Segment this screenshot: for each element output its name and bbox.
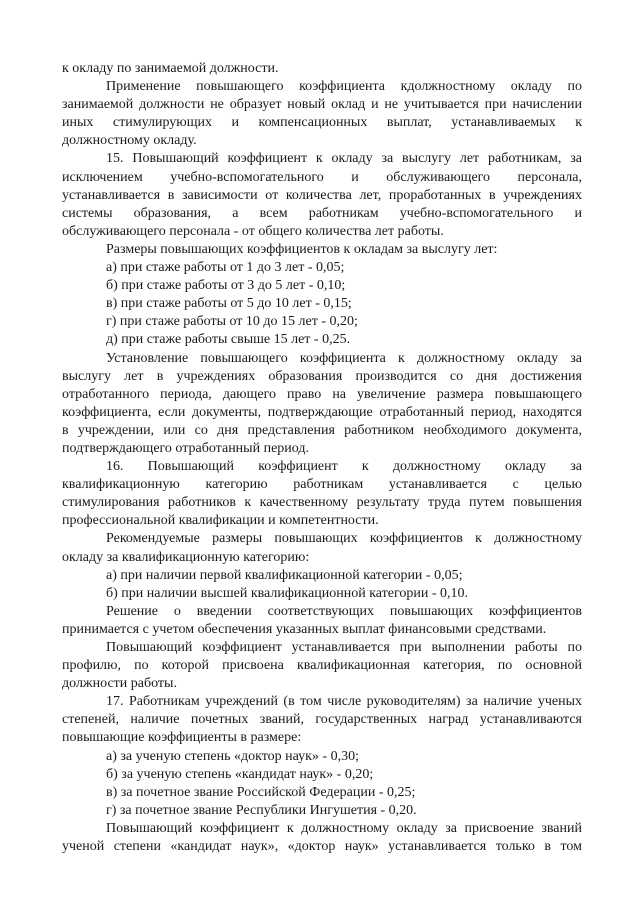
text-line: а) при наличии первой квалификационной категории - 0,05; bbox=[106, 567, 463, 583]
text-line: в) за почетное звание Российской Федерации - 0,25; bbox=[106, 784, 416, 800]
text-line: д) при стаже работы свыше 15 лет - 0,25. bbox=[106, 332, 351, 348]
text-line: б) за ученую степень «кандидат наук» - 0,20; bbox=[106, 766, 374, 782]
text-line: 15. Повышающий коэффициент к окладу за выслугу лет работникам, за bbox=[106, 151, 582, 167]
text-line: должностному окладу. bbox=[62, 133, 197, 149]
text-line: выслугу лет в учреждениях образования производится со дня достижения bbox=[62, 368, 582, 384]
text-line: ученой степени «кандидат наук», «доктор наук» устанавливается только в том bbox=[62, 839, 582, 855]
text-line: профилю, по которой присвоена квалификационная категория, по основной bbox=[62, 658, 582, 674]
text-line: принимается с учетом обеспечения указанных выплат финансовыми средствами. bbox=[62, 621, 547, 637]
text-line: Применение повышающего коэффициента кдолжностному окладу по bbox=[106, 79, 582, 95]
text-line: г) за почетное звание Республики Ингушетия - 0,20. bbox=[106, 802, 417, 818]
text-line: устанавливается в зависимости от количества лет, проработанных в учреждениях bbox=[62, 187, 582, 203]
text-line: иных стимулирующих и компенсационных выплат, устанавливаемых к bbox=[62, 115, 582, 131]
text-line: в учреждении, или со дня представления работником необходимого документа, bbox=[62, 422, 582, 438]
text-line: повышающие коэффициенты в размере: bbox=[62, 730, 302, 746]
text-line: Повышающий коэффициент к должностному окладу за присвоение званий bbox=[106, 820, 582, 836]
text-line: к окладу по занимаемой должности. bbox=[62, 61, 279, 76]
text-line: Установление повышающего коэффициента к должностному окладу за bbox=[106, 350, 582, 366]
text-line: стимулирования работников к качественному результату труда путем повышения bbox=[62, 495, 582, 511]
text-line: должности работы. bbox=[62, 676, 177, 692]
text-line: Решение о введении соответствующих повышающих коэффициентов bbox=[106, 603, 582, 619]
text-line: степеней, наличие почетных званий, государственных наград устанавливаются bbox=[62, 712, 582, 728]
text-line: а) за ученую степень «доктор наук» - 0,30; bbox=[106, 748, 359, 764]
text-line: Повышающий коэффициент устанавливается при выполнении работы по bbox=[106, 640, 582, 655]
text-line: б) при наличии высшей квалификационной категории - 0,10. bbox=[106, 585, 469, 601]
text-line: квалификационную категорию работникам устанавливается с целью bbox=[62, 477, 582, 493]
text-line: в) при стаже работы от 5 до 10 лет - 0,15; bbox=[106, 296, 352, 312]
text-line: а) при стаже работы от 1 до 3 лет - 0,05; bbox=[106, 260, 345, 276]
text-line: Рекомендуемые размеры повышающих коэффициентов к должностному bbox=[106, 531, 582, 547]
text-line: подтверждающего отработанный период. bbox=[62, 440, 309, 456]
text-line: отработанного периода, дающего право на увеличение размера повышающего bbox=[62, 386, 582, 402]
text-line: обслуживающего персонала - от общего количества лет работы. bbox=[62, 223, 444, 239]
text-line: 16. Повышающий коэффициент к должностному окладу за bbox=[106, 459, 582, 475]
document-page bbox=[62, 60, 582, 856]
text-line: системы образования, а всем работникам учебно-вспомогательного и bbox=[62, 205, 582, 221]
text-line: коэффициента, если документы, подтверждающие отработанный период, находятся bbox=[62, 404, 582, 420]
text-line: занимаемой должности не образует новый оклад и не учитывается при начислении bbox=[62, 97, 582, 113]
text-line: исключением учебно-вспомогательного и обслуживающего персонала, bbox=[62, 169, 582, 185]
text-line: г) при стаже работы от 10 до 15 лет - 0,20; bbox=[106, 314, 358, 330]
text-line: 17. Работникам учреждений (в том числе руководителям) за наличие ученых bbox=[106, 694, 582, 710]
text-line: окладу за квалификационную категорию: bbox=[62, 549, 310, 565]
text-line: Размеры повышающих коэффициентов к окладам за выслугу лет: bbox=[106, 241, 498, 257]
text-line: профессиональной квалификации и компетентности. bbox=[62, 513, 379, 529]
text-line: б) при стаже работы от 3 до 5 лет - 0,10; bbox=[106, 278, 346, 294]
